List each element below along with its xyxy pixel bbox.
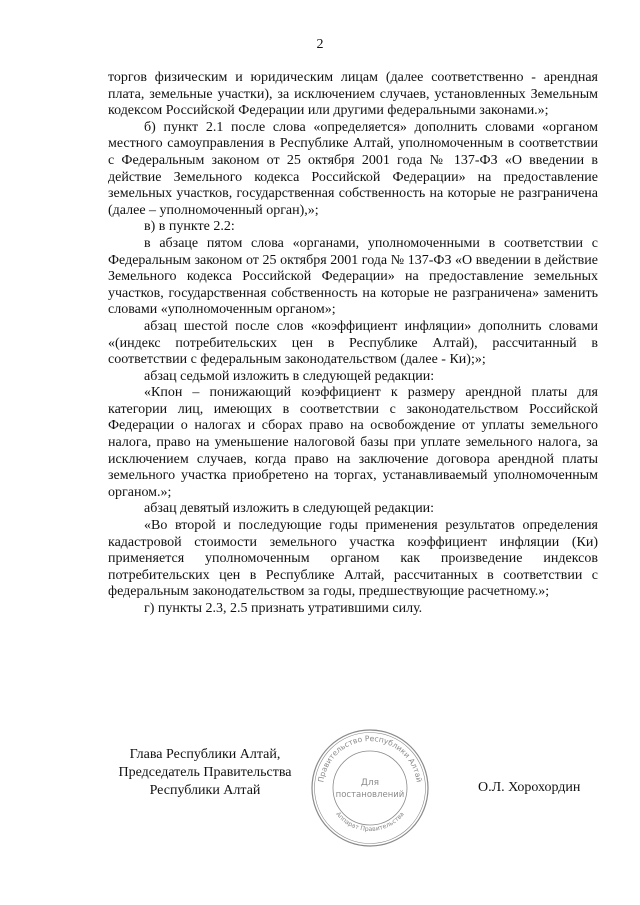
svg-text:Правительство Республики Алтай bbox=[316, 734, 423, 783]
page-number: 2 bbox=[316, 37, 324, 52]
signatory-title-line: Глава Республики Алтай, bbox=[129, 747, 281, 762]
paragraph-abzac-7-text: «Кпон – понижающий коэффициент к размеру арендной платы для категории лиц, имеющих в соответствии с законодательством Российской Федерации о налогах и сборах право на освобождение от уплаты земельного налога, право на уменьшение налоговой базы при уплате земельного налога, за исключением случаев, когда право на заключение договора арендной платы земельного участка приобретено на торгах, устанавливаемый уполномоченным органом.»; bbox=[108, 385, 598, 500]
stamp-bottom-text: Аппарат Правительства bbox=[334, 810, 406, 834]
official-stamp bbox=[309, 727, 431, 849]
svg-text:Аппарат Правительства bbox=[334, 811, 406, 833]
paragraph-abzac-9-text: «Во второй и последующие годы применения результатов определения кадастровой стоимости земельного участка коэффициент инфляции (Ки) применяется уполномоченным органом как произведение индексов потребительских цен в Республике Алтай, рассчитанных в соответствии с федеральным законодательством за годы, предшествующие расчетному.»; bbox=[108, 518, 598, 600]
stamp-center-line: Для bbox=[360, 778, 380, 788]
stamp-center-line: постановлений bbox=[335, 790, 405, 800]
paragraph-abzac-9-intro: абзац девятый изложить в следующей редакции: bbox=[144, 501, 435, 517]
paragraph-abzac-7-intro: абзац седьмой изложить в следующей редакции: bbox=[144, 368, 435, 384]
signatory-name: О.Л. Хорохордин bbox=[478, 780, 581, 795]
stamp-seal bbox=[309, 727, 431, 849]
stamp-ring-text: Правительство Республики Алтай bbox=[316, 733, 424, 784]
paragraph-continuation: торгов физическим и юридическим лицам (далее соответственно - арендная плата, земельные участки), за исключением случаев, установленных Земельным кодексом Российской Федерации или другими федеральными законами.»; bbox=[108, 70, 598, 119]
paragraph-item-g: г) пункты 2.3, 2.5 признать утратившими силу. bbox=[144, 601, 423, 616]
signatory-title bbox=[100, 746, 310, 800]
signatory-title-line: Республики Алтай bbox=[149, 783, 261, 798]
paragraph-item-v: в) в пункте 2.2: bbox=[144, 219, 235, 235]
document-body bbox=[108, 70, 598, 618]
paragraph-abzac-6: абзац шестой после слов «коэффициент инфляции» дополнить словами «(индекс потребительских цен в Республике Алтай), рассчитанный в соответствии с федеральным законодательством (далее - Ки);»; bbox=[108, 318, 598, 368]
paragraph-item-b: б) пункт 2.1 после слова «определяется» дополнить словами «органом местного самоуправления в Республике Алтай, уполномоченным в соответствии с Федеральным законом от 25 октября 2001 года № 137-ФЗ «О введении в действие Земельного кодекса Российской Федерации» на предоставление земельных участков, государственная собственность на которые не разграничена (далее – уполномоченный орган),»; bbox=[108, 119, 598, 218]
signatory-title-line: Председатель Правительства bbox=[118, 765, 292, 780]
paragraph-abzac-5: в абзаце пятом слова «органами, уполномоченными в соответствии с Федеральным законом от 25 октября 2001 года № 137-ФЗ «О введении в действие Земельного кодекса Российской Федерации» на предоставление земельных участков, государственная собственность на которые не разграничена» заменить словами «уполномоченным органом»; bbox=[108, 235, 598, 318]
